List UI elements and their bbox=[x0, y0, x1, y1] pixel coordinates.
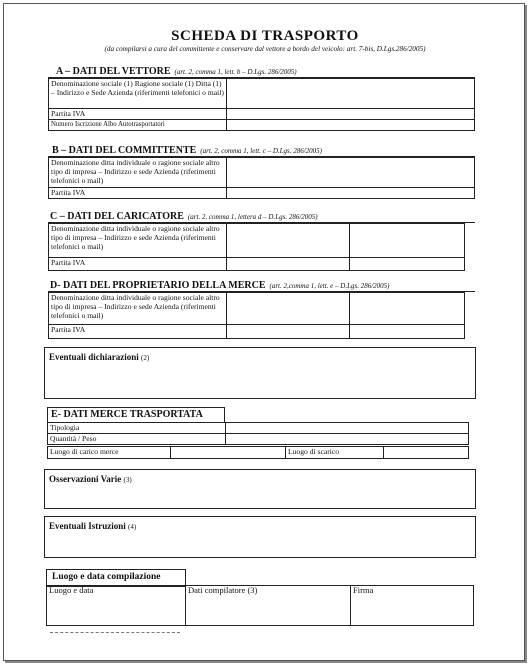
section-d-table bbox=[48, 292, 465, 339]
section-b-heading bbox=[52, 145, 322, 156]
compilatore-cell[interactable] bbox=[186, 586, 351, 626]
proprietario-denominazione-label: Denominazione ditta individuale o ragione sociale altro tipo di impresa – Indirizzo e sede Azienda (riferimenti telefonici o mail) bbox=[49, 293, 227, 325]
vettore-denominazione-label: Denominazione sociale (1) Ragione sociale (1) Ditta (1) – Indirizzo e Sede Azienda (riferimenti telefonici o mail) bbox=[49, 79, 227, 109]
committente-denominazione-field[interactable] bbox=[227, 158, 475, 188]
merce-tipologia-field[interactable] bbox=[226, 423, 469, 434]
dichiarazioni-box[interactable] bbox=[44, 347, 476, 399]
section-b-table bbox=[48, 157, 475, 199]
firma-label: Firma bbox=[353, 585, 374, 595]
merce-table bbox=[47, 422, 469, 445]
merce-quantita-label: Quantità / Peso bbox=[48, 434, 226, 445]
merce-quantita-field[interactable] bbox=[226, 434, 469, 445]
caricatore-denominazione-field-2[interactable] bbox=[350, 224, 465, 258]
section-a-title: A – DATI DEL VETTORE bbox=[56, 66, 171, 77]
caricatore-denominazione-label: Denominazione ditta individuale o ragione sociale altro tipo di impresa – Indirizzo e sede Azienda (riferimenti telefonici o mail) bbox=[49, 224, 227, 258]
luogo-heading: Luogo e data compilazione bbox=[46, 569, 186, 587]
merce-tipologia-label: Tipologia bbox=[48, 423, 226, 434]
luogo-data-cell[interactable] bbox=[47, 586, 186, 626]
dichiarazioni-label-text: Eventuali dichiarazioni bbox=[49, 352, 139, 362]
carico-field[interactable] bbox=[171, 447, 286, 459]
caricatore-partita-iva-label: Partita IVA bbox=[49, 258, 227, 271]
section-a-heading bbox=[56, 66, 297, 77]
luogo-table bbox=[46, 585, 474, 626]
section-d-heading bbox=[50, 280, 389, 291]
section-d-ref: (art. 2,comma 1, lett. e – D.Lgs. 286/2005) bbox=[269, 282, 390, 290]
section-a-table bbox=[48, 78, 475, 131]
page-title: SCHEDA DI TRASPORTO bbox=[171, 28, 359, 44]
osservazioni-box[interactable] bbox=[44, 469, 476, 509]
vettore-albo-field[interactable] bbox=[227, 120, 475, 131]
page-subtitle: (da compilarsi a cura del committente e conservare dal vettore a bordo del veicolo: art. 7-bis, D.Lgs.286/2005) bbox=[104, 45, 426, 53]
carico-label: Luogo di carico merce bbox=[48, 447, 171, 459]
proprietario-denominazione-field-1[interactable] bbox=[227, 293, 350, 325]
istruzioni-label bbox=[49, 521, 136, 531]
merce-heading: E- DATI MERCE TRASPORTATA bbox=[47, 407, 225, 423]
section-c-table bbox=[48, 223, 465, 271]
dichiarazioni-label bbox=[49, 352, 149, 362]
caricatore-partita-iva-field-1[interactable] bbox=[227, 258, 350, 271]
committente-partita-iva-field[interactable] bbox=[227, 188, 475, 199]
section-c-ref: (art. 2, comma 1, lettera d – D.Lgs. 286/2005) bbox=[187, 213, 318, 221]
compilatore-label: Dati compilatore (3) bbox=[188, 585, 258, 595]
vettore-partita-iva-label: Partita IVA bbox=[49, 109, 227, 120]
section-b-title: B – DATI DEL COMMITTENTE bbox=[52, 145, 197, 156]
merce-luoghi-table bbox=[47, 446, 469, 459]
caricatore-partita-iva-field-2[interactable] bbox=[350, 258, 465, 271]
proprietario-partita-iva-label: Partita IVA bbox=[49, 325, 227, 339]
section-c-heading bbox=[50, 211, 318, 222]
proprietario-partita-iva-field-2[interactable] bbox=[350, 325, 465, 339]
osservazioni-label-text: Osservazioni Varie bbox=[49, 474, 122, 484]
caricatore-denominazione-field-1[interactable] bbox=[227, 224, 350, 258]
vettore-partita-iva-field[interactable] bbox=[227, 109, 475, 120]
section-b-ref: (art. 2, comma 1, lett. c – D.Lgs. 286/2005) bbox=[200, 147, 323, 155]
istruzioni-label-text: Eventuali Istruzioni bbox=[49, 521, 126, 531]
scarico-label: Luogo di scarico bbox=[286, 447, 384, 459]
vettore-albo-label: Numero Iscrizione Albo Autotrasportatori bbox=[49, 120, 227, 131]
osservazioni-note: (3) bbox=[123, 476, 132, 484]
luogo-data-label: Luogo e data bbox=[49, 585, 94, 595]
committente-partita-iva-label: Partita IVA bbox=[49, 188, 227, 199]
firma-cell[interactable] bbox=[351, 586, 474, 626]
proprietario-denominazione-field-2[interactable] bbox=[350, 293, 465, 325]
istruzioni-box[interactable] bbox=[44, 516, 476, 558]
committente-denominazione-label: Denominazione ditta individuale o ragione sociale altro tipo di impresa – Indirizzo e sede Azienda (riferimenti telefonici o mail) bbox=[49, 158, 227, 188]
section-c-title: C – DATI DEL CARICATORE bbox=[50, 211, 184, 222]
dichiarazioni-note: (2) bbox=[141, 354, 150, 362]
footnote-divider bbox=[50, 632, 180, 633]
vettore-denominazione-field[interactable] bbox=[227, 79, 475, 109]
section-a-ref: (art. 2, comma 1, lett. b – D.Lgs. 286/2005) bbox=[174, 68, 297, 76]
proprietario-partita-iva-field-1[interactable] bbox=[227, 325, 350, 339]
section-d-title: D- DATI DEL PROPRIETARIO DELLA MERCE bbox=[50, 280, 266, 291]
scarico-field[interactable] bbox=[384, 447, 469, 459]
istruzioni-note: (4) bbox=[128, 523, 137, 531]
osservazioni-label bbox=[49, 474, 132, 484]
